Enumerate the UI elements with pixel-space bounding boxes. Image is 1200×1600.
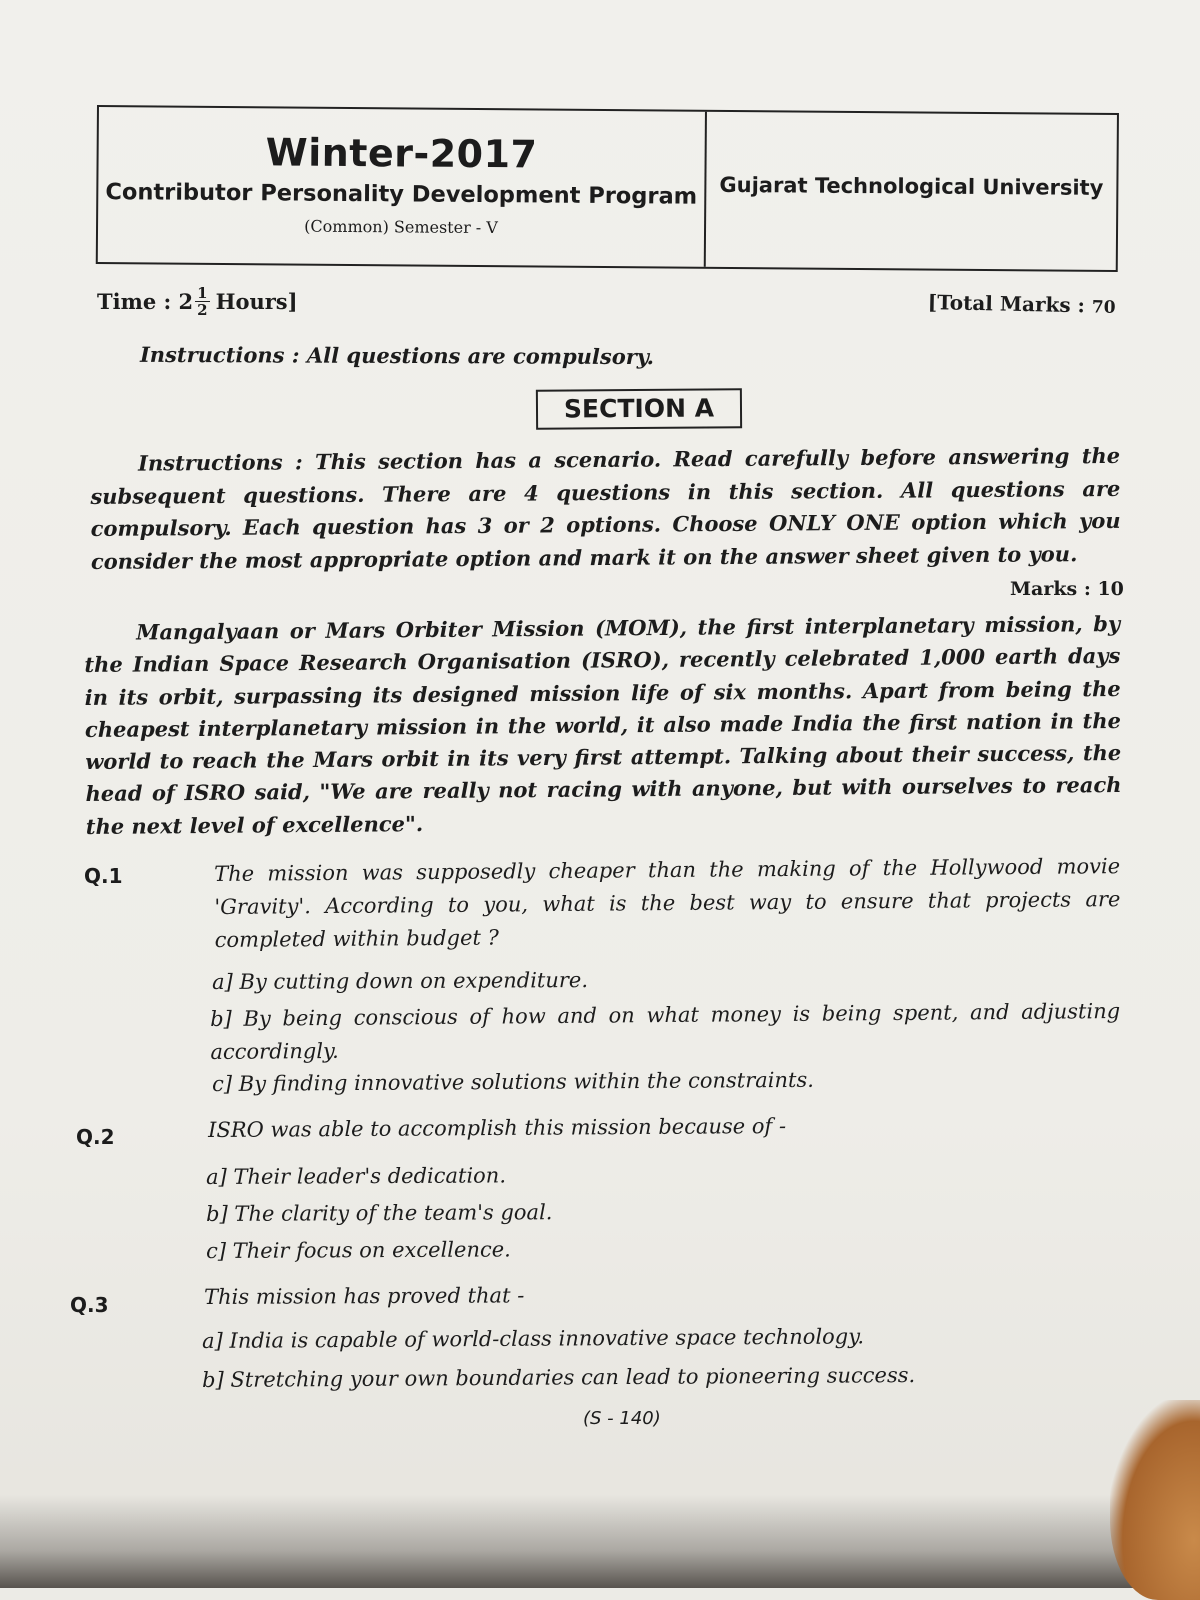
section-marks: Marks : 10 (1010, 578, 1124, 600)
answer-option: c] Their focus on excellence. (206, 1237, 511, 1263)
question-text: This mission has proved that - (204, 1283, 525, 1309)
semester-label: (Common) Semester - V (304, 216, 498, 238)
time-suffix: Hours] (215, 289, 298, 314)
total-marks-value: 70 (1091, 297, 1116, 318)
question-text: The mission was supposedly cheaper than the making of the Hollywood movie 'Gravity'. According to you, what is the best way to ensure that projects are completed within budget ? (214, 854, 1121, 952)
exam-title: Winter-2017 (265, 130, 538, 177)
answer-option: a] By cutting down on expenditure. (212, 968, 589, 994)
time-allowed (97, 285, 298, 318)
answer-option: a] Their leader's dedication. (206, 1163, 507, 1189)
answer-option: a] India is capable of world-class innovative space technology. (202, 1324, 865, 1353)
time-fraction-denominator: 2 (197, 301, 208, 319)
answer-option: b] By being conscious of how and on what money is being spent, and adjusting accordingly. (210, 999, 1121, 1064)
total-marks-label: [Total Marks : (927, 290, 1093, 318)
scenario-paragraph: Mangalyaan or Mars Orbiter Mission (MOM), the first interplanetary mission, by the Indian Space Research Organisation (ISRO), recently celebrated 1,000 earth days in its orbit, surpassing its designed mission life of six months. Apart from being the cheapest interplanetary mission in the world, it also made India the first nation in the world to reach the Mars orbit in its very first attempt. Talking about their success, the head of ISRO said, "We are really not racing with anyone, but with ourselves to reach the next level of excellence". (84, 610, 1122, 839)
question-text: ISRO was able to accomplish this mission because of - (208, 1113, 787, 1142)
question-label: Q.3 (70, 1293, 109, 1317)
header-left-cell (98, 107, 707, 267)
university-name: Gujarat Technological University (719, 172, 1104, 200)
section-heading: SECTION A (536, 388, 742, 429)
finger-photo-artifact (1110, 1400, 1200, 1600)
time-fraction (195, 285, 209, 318)
question-label: Q.1 (84, 864, 123, 888)
page-edge-shadow (0, 1495, 1200, 1588)
answer-option: c] By finding innovative solutions within the constraints. (212, 1067, 814, 1096)
answer-option: b] Stretching your own boundaries can lead to pioneering success. (202, 1363, 916, 1392)
header-right-cell (706, 112, 1117, 270)
answer-option: b] The clarity of the team's goal. (206, 1200, 553, 1226)
total-marks (927, 290, 1115, 318)
program-name: Contributor Personality Development Program (105, 179, 698, 210)
header-box (96, 105, 1119, 272)
time-prefix: Time : 2 (97, 289, 194, 314)
page-code: (S - 140) (583, 1408, 661, 1429)
time-fraction-numerator: 1 (197, 284, 208, 302)
section-instructions: Instructions : This section has a scenario. Read carefully before answering the subsequent questions. There are 4 questions in this section. All questions are compulsory. Each question has 3 or 2 options. Choose ONLY ONE option which you consider the most appropriate option and mark it on the answer sheet given to you. (90, 442, 1121, 574)
question-label: Q.2 (76, 1125, 115, 1149)
general-instructions: Instructions : All questions are compulsory. (139, 341, 655, 370)
